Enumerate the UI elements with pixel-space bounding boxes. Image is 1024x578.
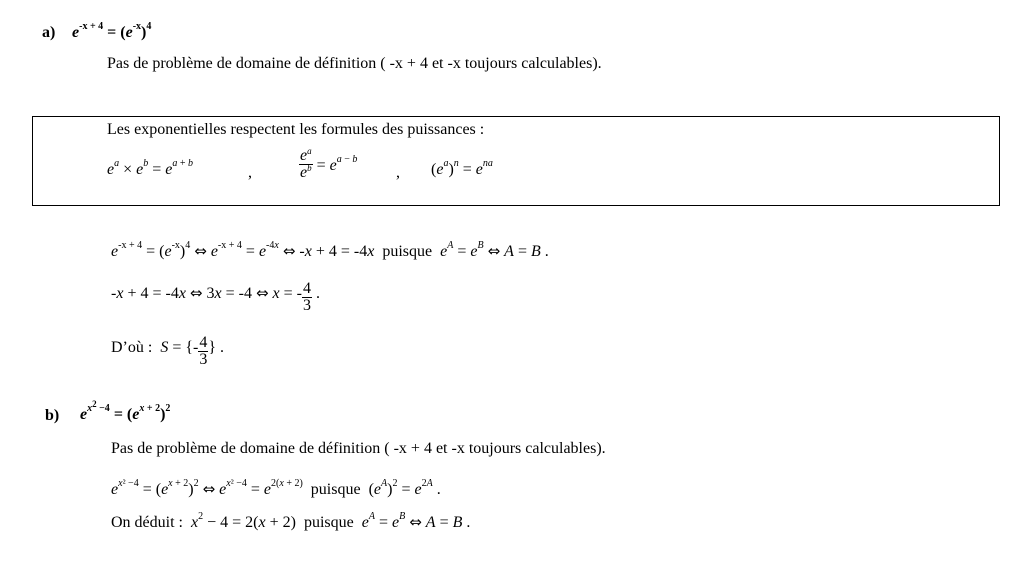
rule-power: $(e^a)^n = e^{na}$ bbox=[431, 158, 493, 178]
rule-quotient: $\frac{e^a}{e^b}$ = $e^{a - b}$ bbox=[300, 146, 358, 181]
part-a-equation: $e^{-x + 4} = (e^{-x})^4$ bbox=[72, 21, 152, 41]
power-rules-title: Les exponentielles respectent les formules des puissances : bbox=[107, 121, 485, 138]
part-b-domain-note: Pas de problème de domaine de définition ( -x + 4 et -x toujours calculables). bbox=[111, 440, 606, 457]
solution-a-line2: -x + 4 = -4x ⇔ 3x = -4 ⇔ x = - $\frac{4}{3}$ . bbox=[111, 280, 321, 314]
rule-product: $e^a \times e^b = e^{a + b}$ bbox=[107, 158, 194, 178]
part-a-domain-note: Pas de problème de domaine de définition ( -x + 4 et -x toujours calculables). bbox=[107, 55, 602, 72]
solution-a-conclusion: D’où : S = {- $\frac{4}{3}$ } . bbox=[111, 334, 225, 368]
solution-b-line2: On déduit : $x^2 - 4 = 2(x + 2)$ puisque $e^A = e^B$ ⇔ A = B . bbox=[111, 511, 471, 531]
solution-b-line1: $e^{x^2 -4} = (e^{x + 2})^2$ ⇔ $e^{x^2 -4} = e^{2(x + 2)}$ puisque $(e^A)^2 = e^{2A}$ . bbox=[111, 478, 441, 498]
rule-separator-1: , bbox=[248, 164, 252, 181]
part-b-label: b) bbox=[45, 407, 60, 424]
rule-separator-2: , bbox=[396, 164, 400, 181]
solution-a-line1: $e^{-x + 4} = (e^{-x})^4$ ⇔ $e^{-x + 4} = e^{-4x}$ ⇔ -x + 4 = -4x puisque $e^A = e^B$ ⇔ A = B . bbox=[111, 240, 549, 260]
part-a-label: a) bbox=[42, 24, 56, 41]
page-cutoff bbox=[0, 548, 1024, 578]
part-b-equation: $e^{x2 -4} = (e^{x + 2})^2$ bbox=[80, 399, 171, 423]
